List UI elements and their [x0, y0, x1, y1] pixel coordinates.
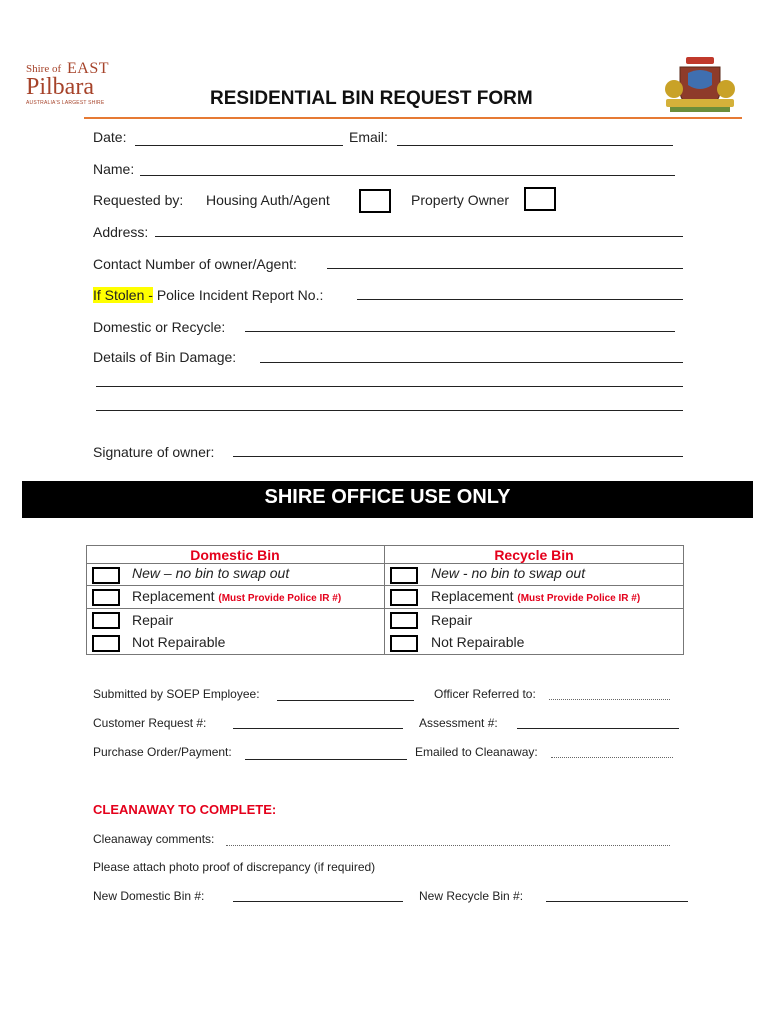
customer-request-label: Customer Request #: — [93, 716, 207, 730]
contact-number-field[interactable] — [327, 268, 683, 269]
bin-table-row-rule-1 — [86, 585, 684, 586]
if-stolen-label — [93, 287, 323, 303]
logo-east: EAST — [67, 60, 109, 77]
customer-request-field[interactable] — [233, 728, 403, 729]
recycle-repair-checkbox[interactable] — [390, 612, 418, 629]
domestic-repair-checkbox[interactable] — [92, 612, 120, 629]
recycle-new-checkbox[interactable] — [390, 567, 418, 584]
logo-pilbara: Pilbara — [26, 74, 94, 100]
logo-shire-of: Shire of — [26, 63, 62, 75]
photo-proof-label: Please attach photo proof of discrepancy (if required) — [93, 860, 376, 874]
domestic-or-recycle-field[interactable] — [245, 331, 675, 332]
shire-logo — [26, 60, 116, 108]
bin-table-row-rule-2 — [86, 608, 684, 609]
title-underline — [84, 117, 742, 119]
if-stolen-highlight: If Stolen - — [93, 287, 153, 303]
signature-label: Signature of owner: — [93, 444, 215, 460]
property-owner-label: Property Owner — [411, 192, 510, 208]
logo-tagline: AUSTRALIA'S LARGEST SHIRE — [26, 100, 105, 106]
name-field[interactable] — [140, 175, 675, 176]
date-field[interactable] — [135, 145, 343, 146]
date-label: Date: — [93, 129, 127, 145]
submitted-by-label: Submitted by SOEP Employee: — [93, 687, 260, 701]
recycle-not-repairable-label: Not Repairable — [431, 634, 525, 650]
emailed-cleanaway-label: Emailed to Cleanaway: — [415, 745, 538, 759]
form-title: RESIDENTIAL BIN REQUEST FORM — [210, 88, 533, 109]
cleanaway-comments-field[interactable] — [226, 845, 670, 846]
bin-table-header-rule — [86, 563, 684, 564]
domestic-new-label: New – no bin to swap out — [132, 565, 290, 581]
office-use-title: SHIRE OFFICE USE ONLY — [264, 486, 511, 508]
recycle-bin-header: Recycle Bin — [494, 547, 574, 563]
domestic-replacement-checkbox[interactable] — [92, 589, 120, 606]
recycle-police-note: (Must Provide Police IR #) — [517, 593, 641, 604]
housing-agent-label: Housing Auth/Agent — [206, 192, 330, 208]
recycle-repair-label: Repair — [431, 612, 473, 628]
bin-damage-label: Details of Bin Damage: — [93, 349, 237, 365]
email-label: Email: — [349, 129, 388, 145]
domestic-not-repairable-checkbox[interactable] — [92, 635, 120, 652]
police-report-label: Police Incident Report No.: — [156, 287, 324, 303]
domestic-new-checkbox[interactable] — [92, 567, 120, 584]
domestic-not-repairable-label: Not Repairable — [132, 634, 226, 650]
recycle-not-repairable-checkbox[interactable] — [390, 635, 418, 652]
recycle-new-label: New - no bin to swap out — [431, 565, 586, 581]
coat-of-arms-icon — [660, 55, 740, 115]
new-domestic-bin-label: New Domestic Bin #: — [93, 889, 205, 903]
requested-by-label: Requested by: — [93, 192, 184, 208]
name-label: Name: — [93, 161, 135, 177]
domestic-replacement-text: Replacement — [132, 588, 215, 604]
email-field[interactable] — [397, 145, 673, 146]
property-owner-checkbox[interactable] — [524, 187, 556, 211]
domestic-police-note: (Must Provide Police IR #) — [218, 593, 342, 604]
domestic-replacement-label — [132, 588, 341, 604]
contact-number-label: Contact Number of owner/Agent: — [93, 256, 297, 272]
police-report-field[interactable] — [357, 299, 683, 300]
domestic-bin-header: Domestic Bin — [190, 547, 280, 563]
submitted-by-field[interactable] — [277, 700, 414, 701]
new-domestic-bin-field[interactable] — [233, 901, 403, 902]
assessment-field[interactable] — [517, 728, 679, 729]
bin-damage-line-3[interactable] — [96, 410, 683, 411]
address-field[interactable] — [155, 236, 683, 237]
domestic-or-recycle-label: Domestic or Recycle: — [93, 319, 226, 335]
officer-referred-field[interactable] — [549, 699, 670, 700]
housing-agent-checkbox[interactable] — [359, 189, 391, 213]
recycle-replacement-checkbox[interactable] — [390, 589, 418, 606]
assessment-label: Assessment #: — [419, 716, 498, 730]
cleanaway-comments-label: Cleanaway comments: — [93, 832, 215, 846]
address-label: Address: — [93, 224, 149, 240]
bin-damage-field[interactable] — [260, 362, 683, 363]
emailed-cleanaway-field[interactable] — [551, 757, 673, 758]
recycle-replacement-label — [431, 588, 640, 604]
signature-field[interactable] — [233, 456, 683, 457]
recycle-replacement-text: Replacement — [431, 588, 514, 604]
domestic-repair-label: Repair — [132, 612, 174, 628]
bin-damage-line-2[interactable] — [96, 386, 683, 387]
new-recycle-bin-field[interactable] — [546, 901, 688, 902]
officer-referred-label: Officer Referred to: — [434, 687, 536, 701]
cleanaway-heading: CLEANAWAY TO COMPLETE: — [93, 802, 277, 817]
purchase-order-field[interactable] — [245, 759, 407, 760]
new-recycle-bin-label: New Recycle Bin #: — [419, 889, 524, 903]
purchase-order-label: Purchase Order/Payment: — [93, 745, 232, 759]
